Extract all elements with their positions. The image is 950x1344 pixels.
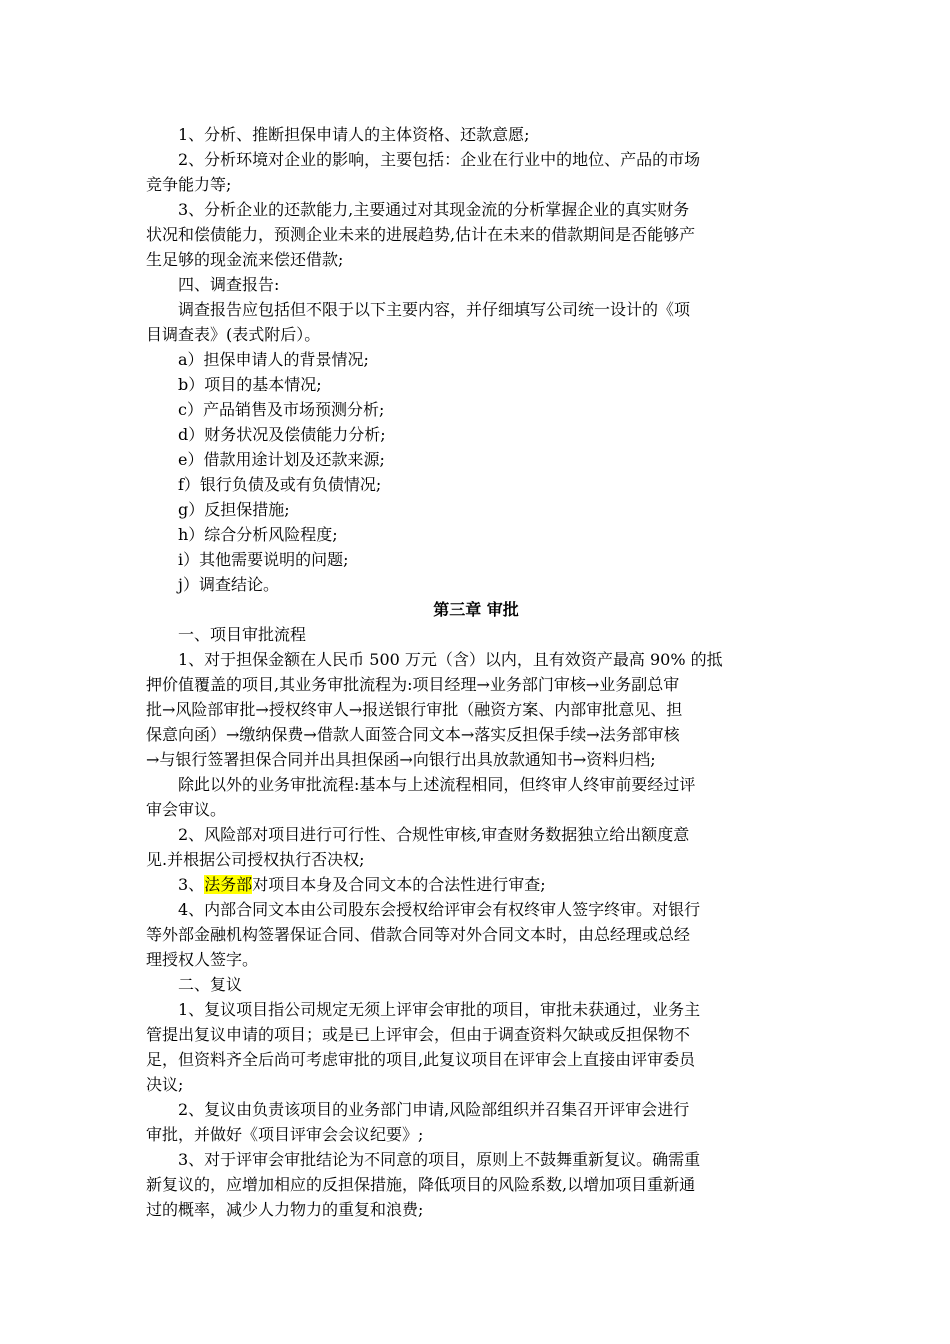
text-line: 1、分析、推断担保申请人的主体资格、还款意愿;: [178, 125, 530, 144]
text-line: 等外部金融机构签署保证合同、借款合同等对外合同文本时，由总经理或总经: [146, 925, 691, 944]
section-heading: 二、复议: [178, 975, 243, 994]
text-line: 足，但资料齐全后尚可考虑审批的项目,此复议项目在评审会上直接由评审委员: [146, 1050, 696, 1069]
text-line: 生足够的现金流来偿还借款;: [146, 250, 344, 269]
text-line: 押价值覆盖的项目,其业务审批流程为:项目经理→业务部门审核→业务副总审: [146, 675, 680, 694]
text-line: →与银行签署担保合同并出具担保函→向银行出具放款通知书→资料归档;: [146, 750, 656, 769]
list-item: d）财务状况及偿债能力分析;: [178, 425, 386, 444]
text-line: 4、内部合同文本由公司股东会授权给评审会有权终审人签字终审。对银行: [178, 900, 701, 919]
text-fragment: 3、: [178, 875, 205, 894]
list-item: j）调查结论。: [178, 575, 279, 594]
text-line: 3、对于评审会审批结论为不同意的项目，原则上不鼓舞重新复议。确需重: [178, 1150, 701, 1169]
text-line: 2、风险部对项目进行可行性、合规性审核,审查财务数据独立给出额度意: [178, 825, 690, 844]
text-line: 审会审议。: [146, 800, 227, 819]
text-line: 1、复议项目指公司规定无须上评审会审批的项目，审批未获通过，业务主: [178, 1000, 701, 1019]
text-line: 目调查表》(表式附后）。: [146, 325, 321, 344]
section-heading: 一、项目审批流程: [178, 625, 307, 644]
text-line: 见.并根据公司授权执行否决权;: [146, 850, 365, 869]
list-item: g）反担保措施;: [178, 500, 290, 519]
text-line: 2、复议由负责该项目的业务部门申请,风险部组织并召集召开评审会进行: [178, 1100, 690, 1119]
text-line: [146, 872, 806, 897]
list-item: c）产品销售及市场预测分析;: [178, 400, 385, 419]
text-line: 保意向函）→缴纳保费→借款人面签合同文本→落实反担保手续→法务部审核: [146, 725, 680, 744]
text-line: 除此以外的业务审批流程:基本与上述流程相同，但终审人终审前要经过评: [178, 775, 696, 794]
text-fragment: 对项目本身及合同文本的合法性进行审查;: [252, 875, 546, 894]
list-item: i）其他需要说明的问题;: [178, 550, 349, 569]
text-line: 过的概率，减少人力物力的重复和浪费;: [146, 1200, 424, 1219]
section-heading: 四、调查报告:: [178, 275, 280, 294]
text-line: 管提出复议申请的项目；或是已上评审会，但由于调查资料欠缺或反担保物不: [146, 1025, 691, 1044]
text-line: 竞争能力等;: [146, 175, 232, 194]
text-line: 3、分析企业的还款能力,主要通过对其现金流的分析掌握企业的真实财务: [178, 200, 690, 219]
text-line: 新复议的，应增加相应的反担保措施，降低项目的风险系数,以增加项目重新通: [146, 1175, 696, 1194]
list-item: h）综合分析风险程度;: [178, 525, 338, 544]
document-page: [146, 122, 806, 1222]
list-item: e）借款用途计划及还款来源;: [178, 450, 385, 469]
text-line: 批→风险部审批→授权终审人→报送银行审批（融资方案、内部审批意见、担: [146, 700, 683, 719]
list-item: f）银行负债及或有负债情况;: [178, 475, 382, 494]
highlighted-text: 法务部: [204, 875, 253, 894]
text-line: 审批，并做好《项目评审会会议纪要》;: [146, 1125, 424, 1144]
list-item: a）担保申请人的背景情况;: [178, 350, 369, 369]
text-line: 理授权人签字。: [146, 950, 259, 969]
chapter-title: 第三章 审批: [433, 600, 519, 619]
text-line: 决议;: [146, 1075, 184, 1094]
text-line: 状况和偿债能力，预测企业未来的进展趋势,估计在未来的借款期间是否能够产: [146, 225, 696, 244]
text-line: 2、分析环境对企业的影响，主要包括：企业在行业中的地位、产品的市场: [178, 150, 701, 169]
text-line: 调查报告应包括但不限于以下主要内容，并仔细填写公司统一设计的《项: [178, 300, 691, 319]
text-line: 1、对于担保金额在人民币 500 万元（含）以内，且有效资产最高 90% 的抵: [178, 650, 723, 669]
list-item: b）项目的基本情况;: [178, 375, 322, 394]
